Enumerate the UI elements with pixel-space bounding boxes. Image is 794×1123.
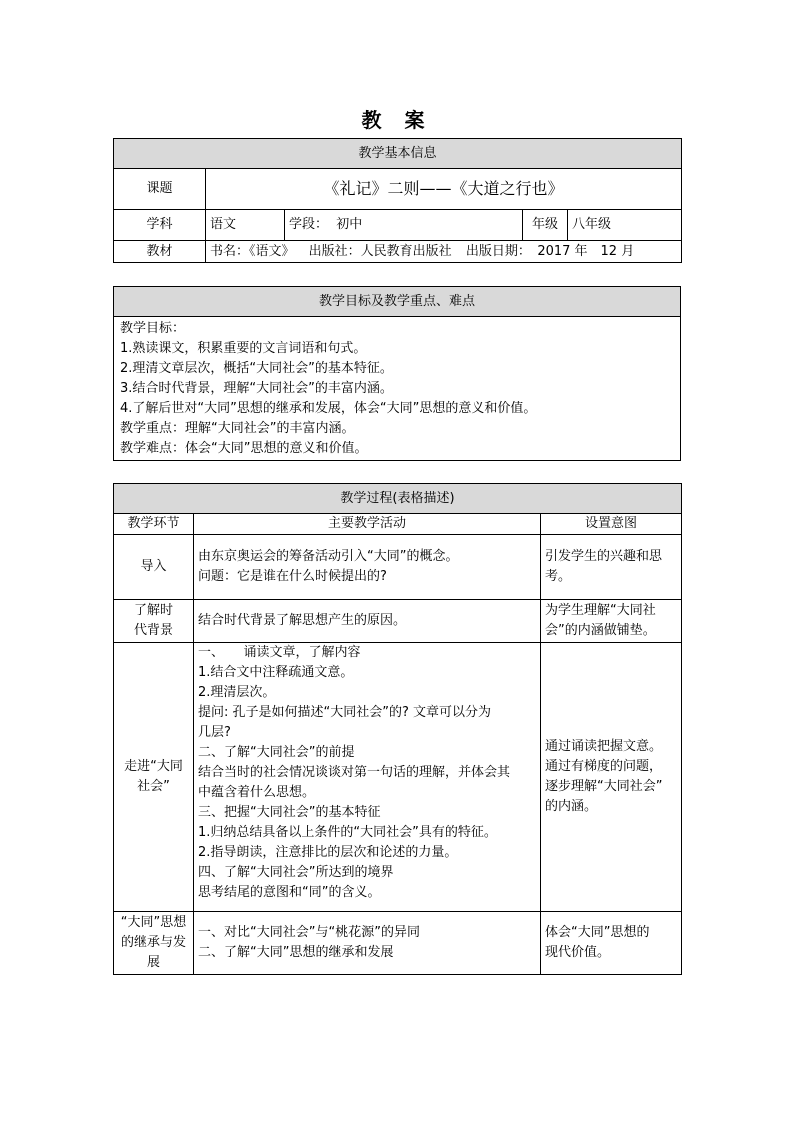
material-value: [206, 241, 682, 263]
grade-value: 八年级: [568, 210, 682, 241]
topic-value: 《礼记》二则——《大道之行也》: [206, 169, 682, 210]
stage-value: 初中: [336, 217, 363, 232]
col-stage-header: 教学环节: [114, 514, 194, 535]
goal-line: 教学目标：: [120, 321, 186, 336]
stage-cell: 走进“大同社会”: [114, 643, 194, 912]
activity-cell: [194, 643, 541, 912]
stage-cell: [285, 210, 523, 241]
goal-line: 2.理清文章层次，概括“大同社会”的基本特征。: [120, 361, 393, 376]
book-name: 书名：《语文》: [210, 243, 295, 259]
activity-cell: [194, 912, 541, 975]
stage-cell: “大同”思想的继承与发展: [114, 912, 194, 975]
activity-line: 中蕴含着什么思想。: [198, 785, 316, 800]
activity-line: 二、了解“大同”思想的继承和发展: [198, 945, 394, 960]
intent-cell: [541, 600, 682, 643]
goal-line: 1.熟读课文，积累重要的文言词语和句式。: [120, 341, 367, 356]
goals-header: 教学目标及教学重点、难点: [114, 287, 681, 317]
basic-info-table: [113, 138, 682, 263]
activity-line: 1.归纳总结具备以上条件的“大同社会”具有的特征。: [198, 825, 497, 840]
activity-line: 一、 诵读文章，了解内容: [198, 645, 361, 660]
subject-label: 学科: [114, 210, 206, 241]
process-table: [113, 483, 682, 975]
intent-line: 引发学生的兴趣和思: [545, 549, 663, 564]
activity-line: 提问: 孔子是如何描述“大同社会”的? 文章可以分为: [198, 705, 492, 720]
activity-cell: [194, 600, 541, 643]
activity-line: 由东京奥运会的筹备活动引入“大同”的概念。: [198, 549, 459, 564]
activity-line: 四、了解“大同社会”所达到的境界: [198, 865, 394, 880]
activity-line: 结合当时的社会情况谈谈对第一句话的理解，并体会其: [198, 765, 511, 780]
material-label: 教材: [114, 241, 206, 263]
goal-line: 教学难点：体会“大同”思想的意义和价值。: [120, 441, 368, 456]
stage-cell: 了解时代背景: [114, 600, 194, 643]
intent-line: 通过有梯度的问题，: [545, 759, 663, 774]
process-header: 教学过程(表格描述): [114, 484, 682, 514]
intent-line: 为学生理解“大同社: [545, 603, 656, 618]
grade-label: 年级: [523, 210, 568, 241]
activity-line: 1.结合文中注释疏通文意。: [198, 665, 354, 680]
goal-line: 3.结合时代背景，理解“大同社会”的丰富内涵。: [120, 381, 393, 396]
table-row: [114, 535, 682, 600]
table-row: [114, 643, 682, 912]
goals-table: [113, 286, 681, 461]
table-row: [114, 600, 682, 643]
stage-label: 学段：: [289, 217, 329, 232]
intent-line: 通过诵读把握文意。: [545, 739, 663, 754]
goal-line: 教学重点：理解“大同社会”的丰富内涵。: [120, 421, 355, 436]
table-row: [114, 912, 682, 975]
activity-cell: [194, 535, 541, 600]
intent-cell: [541, 912, 682, 975]
goal-line: 4.了解后世对“大同”思想的继承和发展，体会“大同”思想的意义和价值。: [120, 401, 537, 416]
intent-cell: [541, 535, 682, 600]
col-intent-header: 设置意图: [541, 514, 682, 535]
activity-line: 三、把握“大同社会”的基本特征: [198, 805, 381, 820]
intent-line: 体会“大同”思想的: [545, 925, 650, 940]
activity-line: 二、了解“大同社会”的前提: [198, 745, 355, 760]
publish-date: 出版日期： 2017 年 12 月: [465, 243, 635, 259]
publisher: 出版社：人民教育出版社: [308, 243, 452, 259]
activity-line: 几层?: [198, 725, 231, 740]
basic-info-header: 教学基本信息: [114, 139, 682, 169]
activity-line: 思考结尾的意图和“同”的含义。: [198, 885, 381, 900]
intent-line: 逐步理解“大同社会”: [545, 779, 663, 794]
topic-label: 课题: [114, 169, 206, 210]
activity-line: 一、对比“大同社会”与“桃花源”的异同: [198, 925, 420, 940]
subject-value: 语文: [206, 210, 285, 241]
activity-line: 问题：它是谁在什么时候提出的?: [198, 569, 387, 584]
intent-line: 的内涵。: [545, 799, 598, 814]
intent-line: 考。: [545, 569, 572, 584]
goals-content: [114, 317, 681, 461]
intent-line: 现代价值。: [545, 945, 611, 960]
activity-line: 2.理清层次。: [198, 685, 276, 700]
activity-line: 结合时代背景了解思想产生的原因。: [198, 613, 407, 628]
activity-line: 2.指导朗读，注意排比的层次和论述的力量。: [198, 845, 458, 860]
document-title: 教 案: [361, 108, 433, 132]
intent-line: 会”的内涵做铺垫。: [545, 623, 656, 638]
intent-cell: [541, 643, 682, 912]
col-activity-header: 主要教学活动: [194, 514, 541, 535]
stage-cell: 导入: [114, 535, 194, 600]
